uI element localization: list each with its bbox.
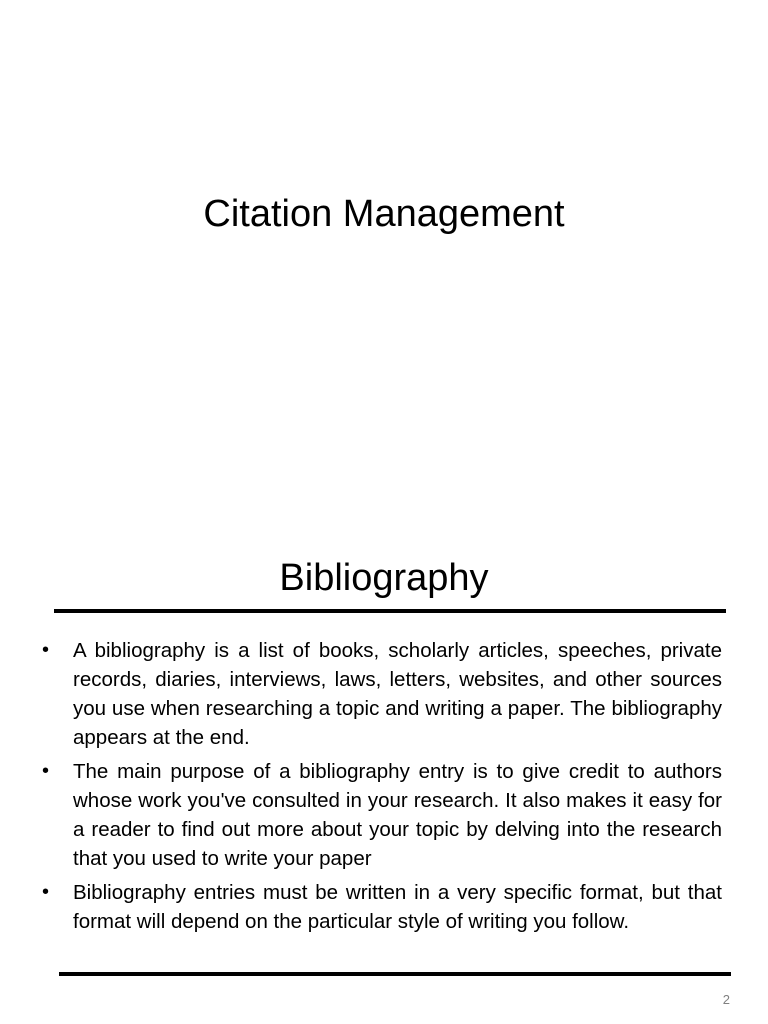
section-title: Bibliography — [279, 557, 489, 599]
footer-divider — [59, 972, 731, 976]
bullet-text: The main purpose of a bibliography entry is to give credit to authors whose work you've consulted in your research. It also makes it easy for a reader to find out more about your topic by delving into the research that you used to write your paper — [73, 760, 722, 870]
page-number: 2 — [722, 992, 730, 1007]
bullet-item — [42, 636, 722, 752]
title-underline — [54, 609, 726, 613]
slide-title: Citation Management — [203, 193, 565, 235]
bullet-text: A bibliography is a list of books, scholarly articles, speeches, private records, diaries, interviews, laws, letters, websites, and other sources you use when researching a topic and writing a paper. The bibliography appears at the end. — [73, 639, 722, 749]
bullet-item — [42, 757, 722, 873]
bullet-icon: • — [42, 881, 50, 903]
bullet-list — [42, 636, 722, 941]
bullet-icon: • — [42, 760, 50, 782]
bullet-icon: • — [42, 639, 50, 661]
bullet-text: Bibliography entries must be written in a very specific format, but that format will depend on the particular style of writing you follow. — [73, 881, 722, 933]
bullet-item — [42, 878, 722, 936]
